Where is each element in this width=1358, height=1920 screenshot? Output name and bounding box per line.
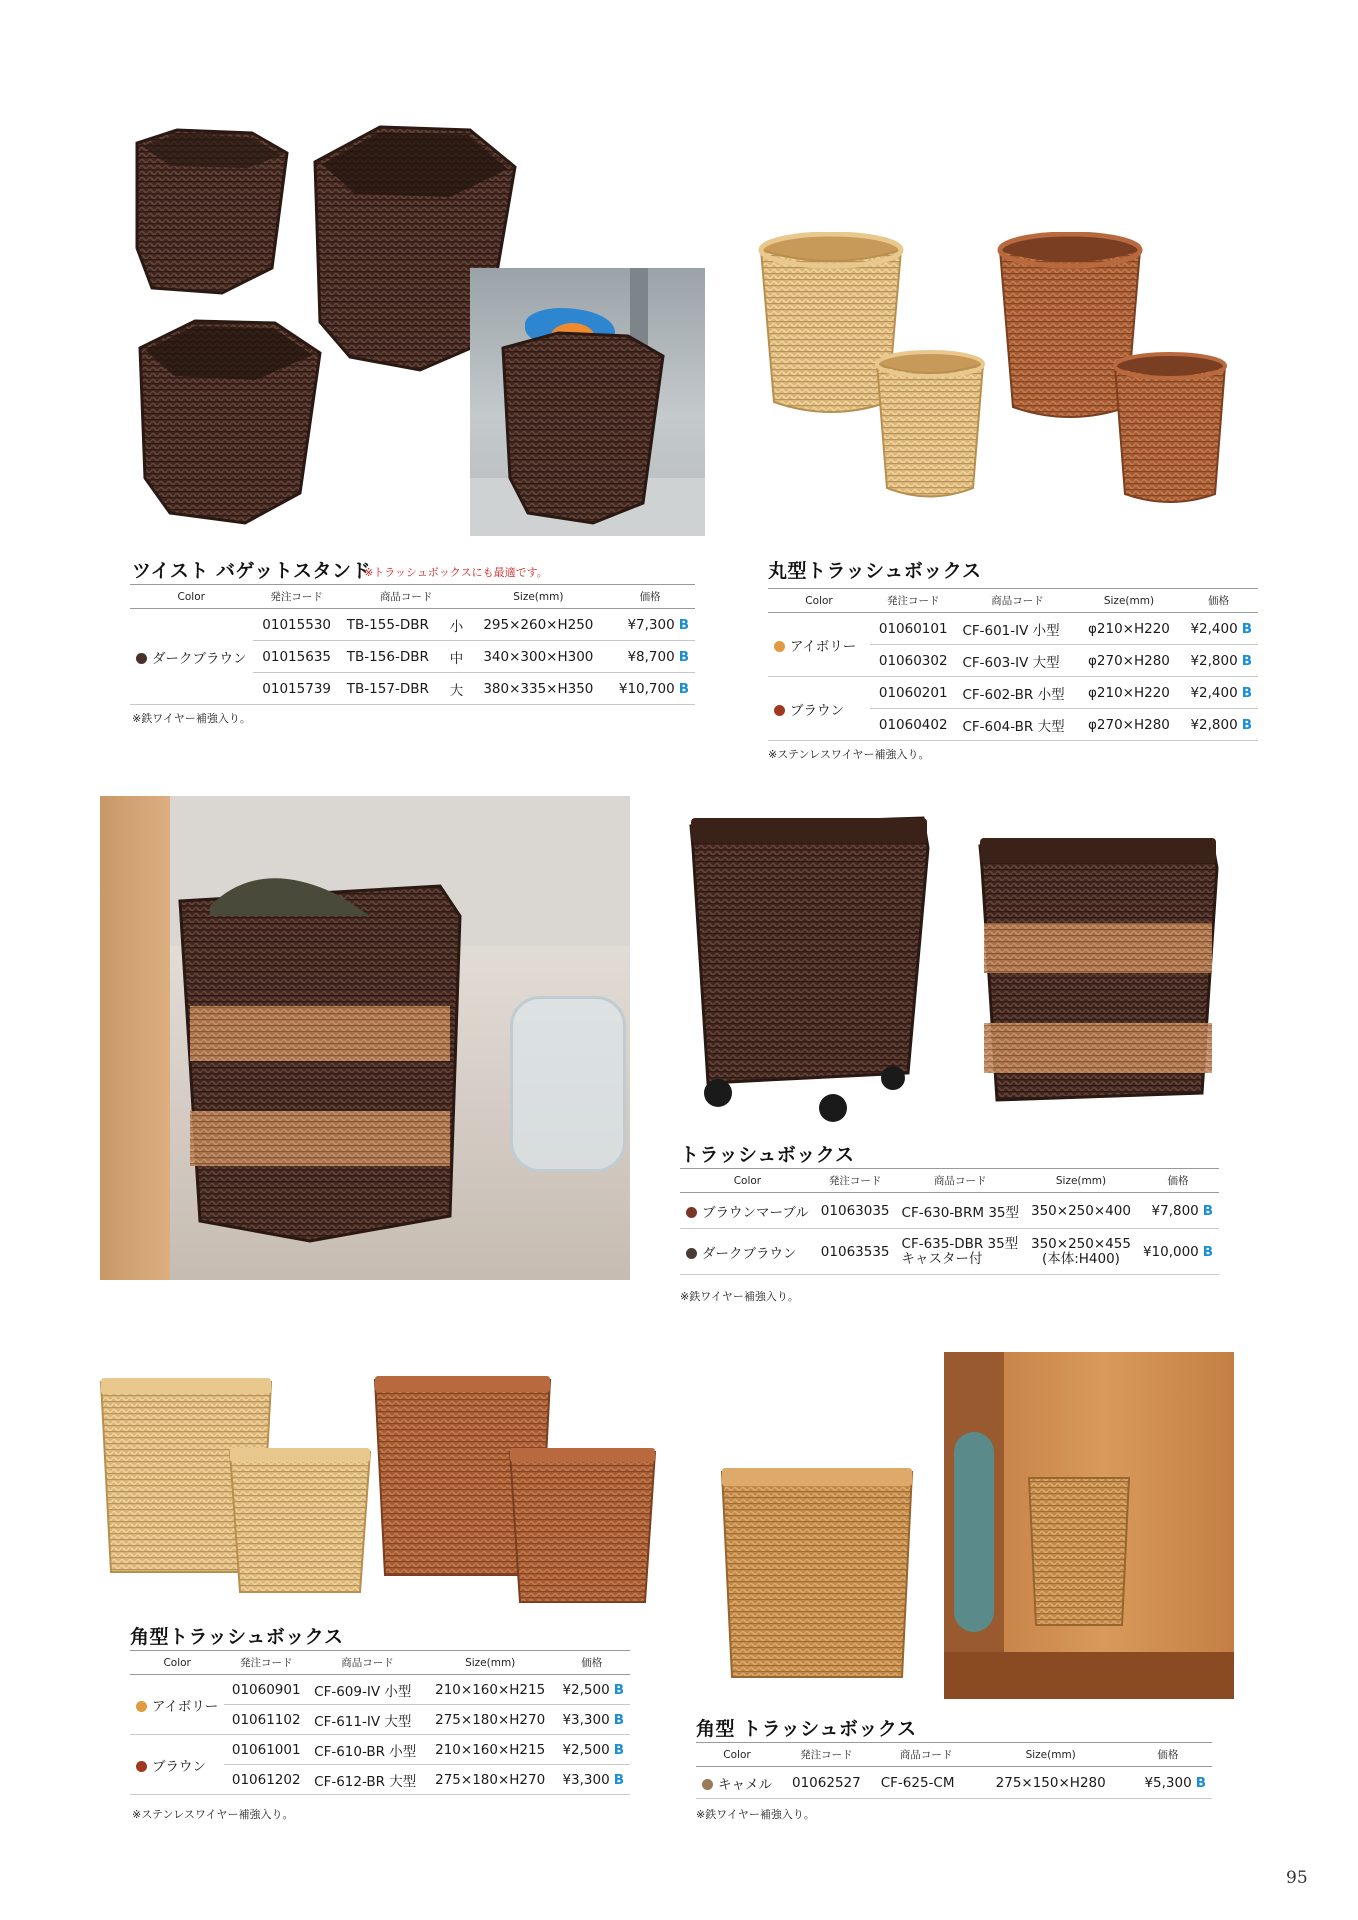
b-mark: B xyxy=(613,1741,624,1758)
variant: 大 xyxy=(444,673,472,705)
price-cell xyxy=(1179,645,1258,677)
twist-basket-small-photo xyxy=(132,128,292,298)
product-code: CF-602-BR 小型 xyxy=(956,677,1078,709)
color-swatch xyxy=(136,1761,147,1772)
price: ¥2,400 xyxy=(1190,684,1238,701)
color-name: アイボリー xyxy=(152,1698,219,1715)
trash-box-marble-photo xyxy=(972,828,1222,1108)
product-code: CF-612-BR 大型 xyxy=(308,1765,427,1795)
table-header xyxy=(696,1743,1212,1767)
table-header xyxy=(680,1169,1219,1193)
b-mark: B xyxy=(1202,1202,1214,1219)
color-name: ブラウン xyxy=(152,1758,206,1775)
size-note: (本体:H400) xyxy=(1041,1250,1120,1267)
table-row xyxy=(680,1193,1219,1229)
price-cell xyxy=(1179,709,1258,741)
b-mark: B xyxy=(1241,652,1252,669)
price: ¥2,800 xyxy=(1190,652,1238,669)
header-size: Size(mm) xyxy=(427,1651,554,1675)
size: 340×300×H300 xyxy=(472,641,606,673)
color-name: ダークブラウン xyxy=(152,650,247,667)
product-code: CF-611-IV 大型 xyxy=(308,1705,427,1735)
size: 275×150×H280 xyxy=(978,1767,1124,1799)
b-mark: B xyxy=(1241,684,1252,701)
product-code: TB-155-DBR xyxy=(341,609,444,641)
price-cell xyxy=(554,1765,630,1795)
color-cell xyxy=(696,1767,778,1799)
header-color: Color xyxy=(130,1651,224,1675)
size: 295×260×H250 xyxy=(472,609,606,641)
order-code: 01060201 xyxy=(870,677,956,709)
table-row xyxy=(130,1735,630,1765)
round-spec-table xyxy=(768,588,1258,741)
product-code: TB-157-DBR xyxy=(341,673,444,705)
price-cell xyxy=(554,1735,630,1765)
price: ¥7,800 xyxy=(1151,1202,1199,1219)
product-code: CF-630-BRM 35型 xyxy=(896,1193,1025,1229)
order-code: 01063535 xyxy=(815,1229,896,1275)
header-size: Size(mm) xyxy=(1079,589,1180,613)
round-basket-brown-small-photo xyxy=(1110,352,1230,507)
twist-footnote: ※鉄ワイヤー補強入り。 xyxy=(132,712,251,725)
twist-basket-scene-photo xyxy=(470,268,705,536)
order-code: 01062527 xyxy=(778,1767,875,1799)
header-size: Size(mm) xyxy=(1025,1169,1137,1193)
b-mark: B xyxy=(1202,1243,1214,1260)
price: ¥2,500 xyxy=(562,1741,610,1758)
table-row xyxy=(768,677,1258,709)
color-name: ブラウン xyxy=(790,702,844,719)
price-cell xyxy=(1124,1767,1212,1799)
price: ¥2,800 xyxy=(1190,716,1238,733)
variant: 小 xyxy=(444,609,472,641)
header-product: 商品コード xyxy=(896,1169,1025,1193)
order-code: 01061001 xyxy=(224,1735,308,1765)
price-cell xyxy=(605,609,695,641)
header-order: 発注コード xyxy=(815,1169,896,1193)
square-basket-camel-scene-photo xyxy=(944,1352,1234,1699)
b-mark: B xyxy=(1241,716,1252,733)
color-cell xyxy=(680,1229,815,1275)
color-name: キャメル xyxy=(718,1776,772,1793)
price-cell xyxy=(605,673,695,705)
page-number: 95 xyxy=(1286,1868,1308,1888)
b-mark: B xyxy=(613,1681,624,1698)
round-footnote: ※ステンレスワイヤー補強入り。 xyxy=(768,748,930,761)
header-product: 商品コード xyxy=(875,1743,978,1767)
size: 275×180×H270 xyxy=(427,1705,554,1735)
header-price: 価格 xyxy=(1137,1169,1219,1193)
trash-footnote: ※鉄ワイヤー補強入り。 xyxy=(680,1290,799,1303)
price: ¥7,300 xyxy=(627,616,675,633)
twist-spec-table xyxy=(130,584,695,705)
color-swatch xyxy=(686,1207,697,1218)
order-code: 01063035 xyxy=(815,1193,896,1229)
color-swatch xyxy=(136,1701,147,1712)
product-code: CF-625-CM xyxy=(875,1767,978,1799)
b-mark: B xyxy=(613,1711,624,1728)
product-code: CF-603-IV 大型 xyxy=(956,645,1078,677)
price-cell xyxy=(1179,613,1258,645)
size: 350×250×455 xyxy=(1031,1235,1131,1252)
price: ¥3,300 xyxy=(562,1711,610,1728)
trash-spec-table xyxy=(680,1168,1219,1275)
table-row xyxy=(130,609,695,641)
square-basket-ivory-small-photo xyxy=(225,1442,375,1602)
header-color: Color xyxy=(768,589,870,613)
trash-title: トラッシュボックス xyxy=(680,1144,855,1166)
square2-spec-table xyxy=(696,1742,1212,1799)
size: 380×335×H350 xyxy=(472,673,606,705)
header-size: Size(mm) xyxy=(472,585,606,609)
price-cell xyxy=(1137,1193,1219,1229)
color-swatch xyxy=(702,1779,713,1790)
square-title: 角型トラッシュボックス xyxy=(130,1626,344,1648)
square-basket-camel-photo xyxy=(717,1462,917,1687)
square2-footnote: ※鉄ワイヤー補強入り。 xyxy=(696,1808,815,1821)
product-code: CF-635-DBR 35型 xyxy=(901,1235,1019,1252)
square-spec-table xyxy=(130,1650,630,1795)
product-code: CF-609-IV 小型 xyxy=(308,1675,427,1705)
price: ¥2,500 xyxy=(562,1681,610,1698)
header-order: 発注コード xyxy=(253,585,341,609)
header-price: 価格 xyxy=(554,1651,630,1675)
table-row xyxy=(696,1767,1212,1799)
product-option: キャスター付 xyxy=(901,1250,983,1267)
b-mark: B xyxy=(678,648,689,665)
size: φ210×H220 xyxy=(1079,613,1180,645)
header-price: 価格 xyxy=(1179,589,1258,613)
round-title: 丸型トラッシュボックス xyxy=(768,560,982,582)
color-cell xyxy=(680,1193,815,1229)
square-basket-brown-small-photo xyxy=(505,1442,660,1612)
price-cell xyxy=(554,1675,630,1705)
price-cell xyxy=(1179,677,1258,709)
table-row xyxy=(130,1675,630,1705)
price-cell xyxy=(1137,1229,1219,1275)
table-row xyxy=(680,1229,1219,1275)
price: ¥2,400 xyxy=(1190,620,1238,637)
product-code: CF-601-IV 小型 xyxy=(956,613,1078,645)
header-product: 商品コード xyxy=(956,589,1078,613)
header-order: 発注コード xyxy=(224,1651,308,1675)
square-footnote: ※ステンレスワイヤー補強入り。 xyxy=(132,1808,294,1821)
price: ¥10,700 xyxy=(618,680,675,697)
header-product: 商品コード xyxy=(341,585,472,609)
color-cell xyxy=(130,1735,224,1795)
price: ¥8,700 xyxy=(627,648,675,665)
color-swatch xyxy=(774,705,785,716)
product-cell xyxy=(896,1229,1025,1275)
variant: 中 xyxy=(444,641,472,673)
round-basket-ivory-small-photo xyxy=(873,350,988,500)
order-code: 01061102 xyxy=(224,1705,308,1735)
header-color: Color xyxy=(680,1169,815,1193)
twist-title: ツイスト バゲットスタンド xyxy=(132,560,372,582)
price: ¥3,300 xyxy=(562,1771,610,1788)
table-header xyxy=(768,589,1258,613)
header-size: Size(mm) xyxy=(978,1743,1124,1767)
size: 350×250×400 xyxy=(1025,1193,1137,1229)
header-color: Color xyxy=(130,585,253,609)
twist-basket-medium-photo xyxy=(135,318,325,528)
order-code: 01060302 xyxy=(870,645,956,677)
color-swatch xyxy=(136,653,147,664)
size: φ270×H280 xyxy=(1079,709,1180,741)
order-code: 01015739 xyxy=(253,673,341,705)
b-mark: B xyxy=(678,680,689,697)
twist-note: ※トラッシュボックスにも最適です。 xyxy=(364,566,548,579)
header-product: 商品コード xyxy=(308,1651,427,1675)
color-name: ダークブラウン xyxy=(702,1245,797,1262)
product-code: CF-604-BR 大型 xyxy=(956,709,1078,741)
b-mark: B xyxy=(1241,620,1252,637)
order-code: 01060901 xyxy=(224,1675,308,1705)
order-code: 01015530 xyxy=(253,609,341,641)
b-mark: B xyxy=(613,1771,624,1788)
price: ¥5,300 xyxy=(1144,1774,1192,1791)
trash-box-caster-photo xyxy=(683,808,933,1133)
header-order: 発注コード xyxy=(870,589,956,613)
size: 210×160×H215 xyxy=(427,1675,554,1705)
color-swatch xyxy=(686,1248,697,1259)
header-order: 発注コード xyxy=(778,1743,875,1767)
b-mark: B xyxy=(678,616,689,633)
price-cell xyxy=(554,1705,630,1735)
price: ¥10,000 xyxy=(1142,1243,1199,1260)
order-code: 01015635 xyxy=(253,641,341,673)
order-code: 01060101 xyxy=(870,613,956,645)
size: 210×160×H215 xyxy=(427,1735,554,1765)
product-code: TB-156-DBR xyxy=(341,641,444,673)
square2-title: 角型 トラッシュボックス xyxy=(696,1718,917,1740)
header-price: 価格 xyxy=(605,585,695,609)
color-cell xyxy=(130,1675,224,1735)
header-price: 価格 xyxy=(1124,1743,1212,1767)
size: φ210×H220 xyxy=(1079,677,1180,709)
order-code: 01061202 xyxy=(224,1765,308,1795)
price-cell xyxy=(605,641,695,673)
b-mark: B xyxy=(1195,1774,1206,1791)
product-code: CF-610-BR 小型 xyxy=(308,1735,427,1765)
table-header xyxy=(130,585,695,609)
color-cell xyxy=(768,677,870,741)
color-name: ブラウンマーブル xyxy=(702,1204,809,1221)
color-cell xyxy=(130,609,253,705)
color-cell xyxy=(768,613,870,677)
color-name: アイボリー xyxy=(790,638,857,655)
size: 275×180×H270 xyxy=(427,1765,554,1795)
trash-box-scene-photo xyxy=(100,796,630,1280)
table-row xyxy=(768,613,1258,645)
size: φ270×H280 xyxy=(1079,645,1180,677)
color-swatch xyxy=(774,641,785,652)
order-code: 01060402 xyxy=(870,709,956,741)
size-cell xyxy=(1025,1229,1137,1275)
table-header xyxy=(130,1651,630,1675)
header-color: Color xyxy=(696,1743,778,1767)
